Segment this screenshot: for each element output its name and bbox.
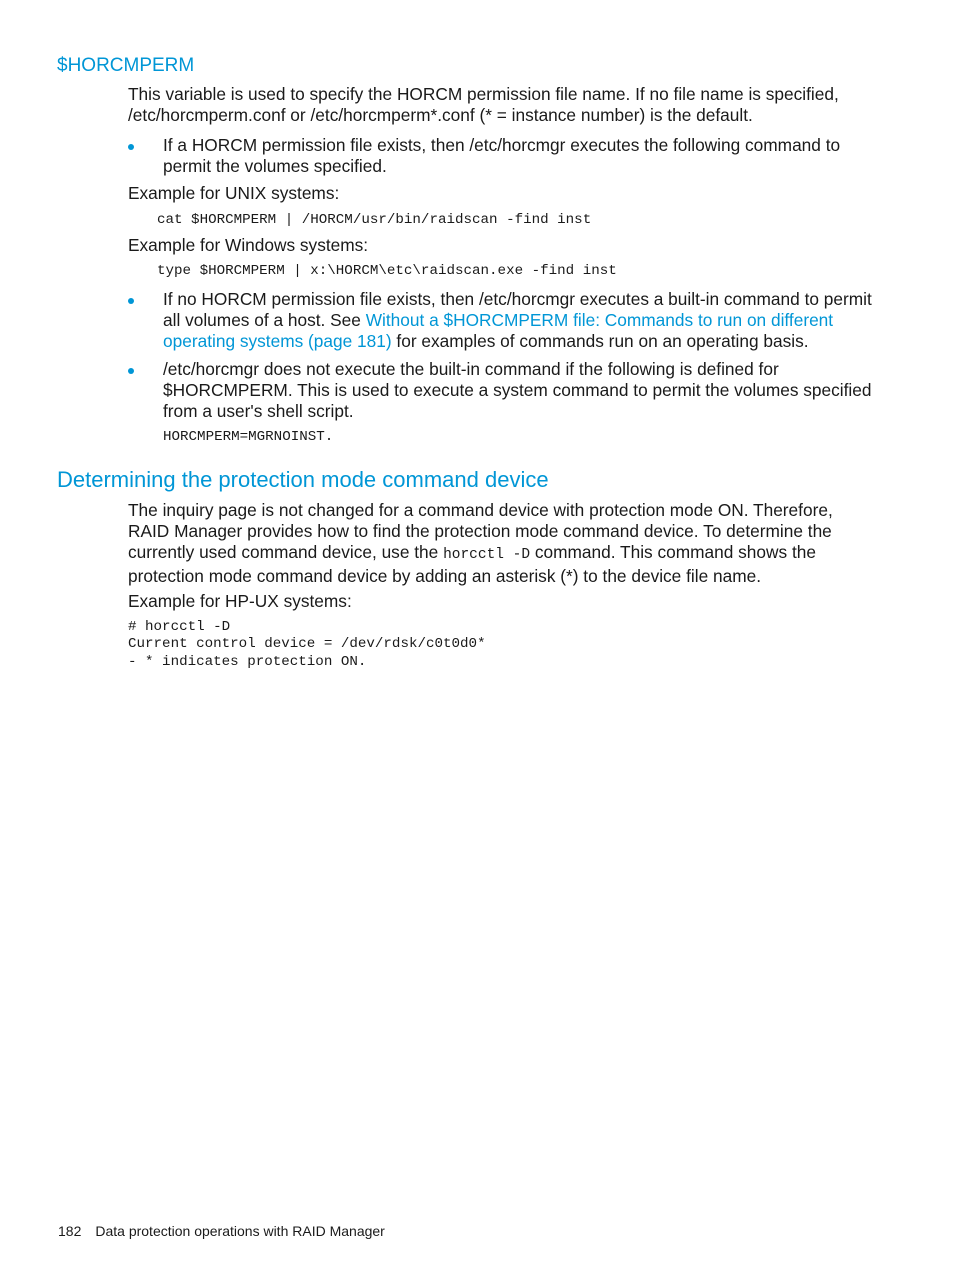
hpux-example-label: Example for HP-UX systems:	[128, 591, 352, 611]
cross-reference-link-page[interactable]: operating systems (page 181)	[163, 331, 392, 351]
bullet-line: If no HORCM permission file exists, then /etc/horcmgr executes a built-in command to permit	[163, 289, 872, 309]
unix-code: cat $HORCMPERM | /HORCM/usr/bin/raidscan -find inst	[157, 212, 592, 228]
bullet-line: from a user's shell script.	[163, 401, 354, 421]
paragraph-line: The inquiry page is not changed for a command device with protection mode ON. Therefore,	[128, 500, 833, 520]
page-footer	[58, 1223, 385, 1239]
bullet-icon	[128, 144, 134, 150]
inline-command: horcctl -D	[443, 547, 531, 563]
bullet-line: $HORCMPERM. This is used to execute a system command to permit the volumes specified	[163, 380, 872, 400]
bullet-text: for examples of commands run on an operating basis.	[391, 331, 809, 351]
section-heading-protection-mode: Determining the protection mode command device	[57, 467, 549, 492]
paragraph-line: protection mode command device by adding an asterisk (*) to the device file name.	[128, 566, 762, 586]
cross-reference-link[interactable]: Without a $HORCMPERM file: Commands to run on different	[365, 310, 834, 330]
protection-paragraph	[128, 500, 873, 587]
unix-example-label: Example for UNIX systems:	[128, 183, 340, 203]
hpux-code-block	[128, 619, 873, 671]
intro-line: /etc/horcmperm.conf or /etc/horcmperm*.conf (* = instance number) is the default.	[128, 105, 753, 125]
bullet-line: If a HORCM permission file exists, then /etc/horcmgr executes the following command to	[163, 135, 841, 155]
code-line: Current control device = /dev/rdsk/c0t0d0*	[128, 636, 486, 653]
bullet-line: /etc/horcmgr does not execute the built-in command if the following is defined for	[163, 359, 779, 379]
intro-paragraph	[128, 84, 873, 126]
page-number: 182	[58, 1223, 82, 1239]
intro-line: This variable is used to specify the HORCM permission file name. If no file name is specified,	[128, 84, 839, 104]
bullet-icon	[128, 368, 134, 374]
section-heading-horcmperm: $HORCMPERM	[57, 55, 195, 76]
paragraph-line: RAID Manager provides how to find the protection mode command device. To determine the	[128, 521, 832, 541]
horcmperm-code: HORCMPERM=MGRNOINST.	[163, 429, 334, 445]
paragraph-text: currently used command device, use the	[128, 542, 444, 562]
bullet-icon	[128, 298, 134, 304]
paragraph-line	[128, 542, 873, 566]
windows-code: type $HORCMPERM | x:\HORCM\etc\raidscan.exe -find inst	[157, 263, 617, 279]
bullet-line	[163, 331, 883, 352]
footer-title: Data protection operations with RAID Manager	[95, 1223, 385, 1239]
paragraph-text: command. This command shows the	[530, 542, 816, 562]
bullet-line	[163, 310, 883, 331]
windows-example-label: Example for Windows systems:	[128, 235, 369, 255]
bullet-text: all volumes of a host. See	[163, 310, 366, 330]
code-line: - * indicates protection ON.	[128, 653, 367, 670]
code-line: # horcctl -D	[128, 619, 231, 635]
bullet-line: permit the volumes specified.	[163, 156, 387, 176]
